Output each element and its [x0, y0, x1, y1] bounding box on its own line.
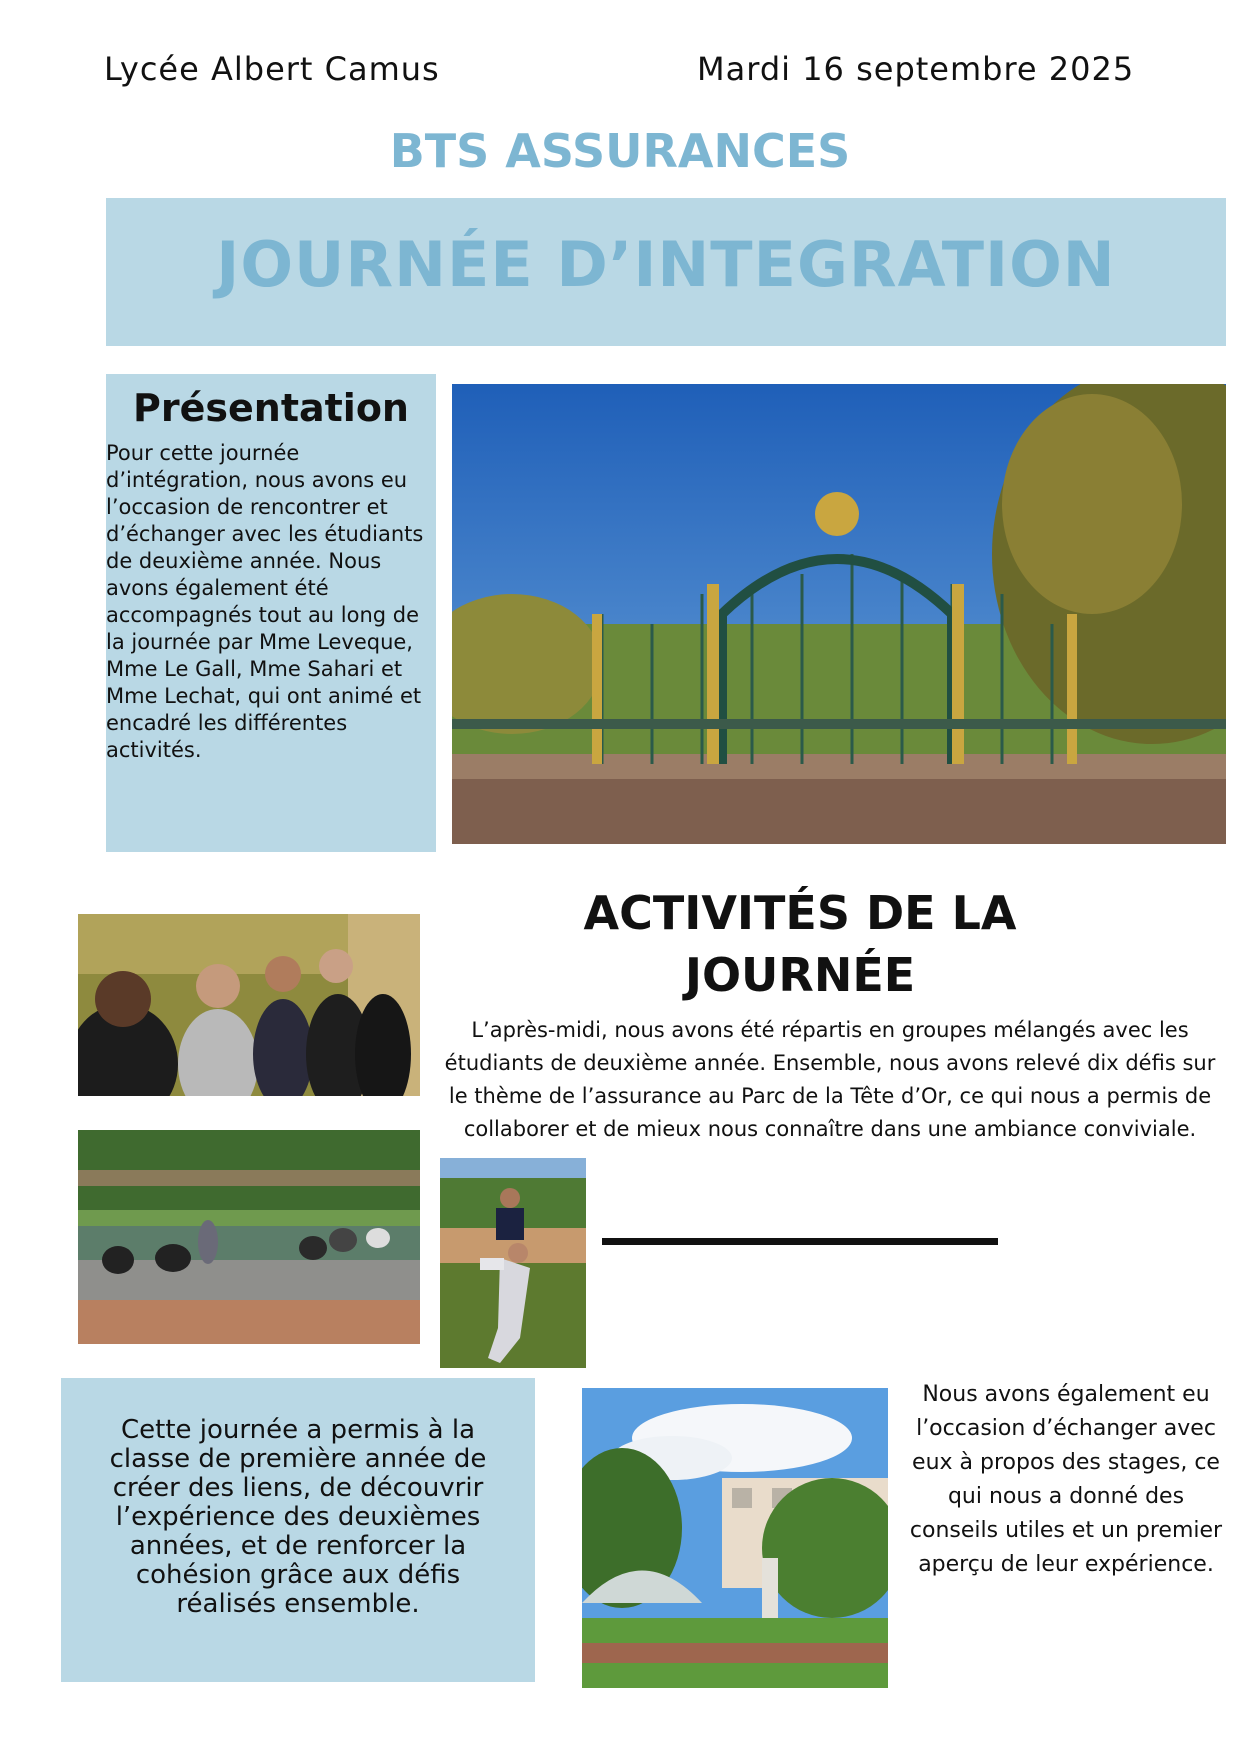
title-banner [106, 198, 1226, 346]
publication-date: Mardi 16 septembre 2025 [697, 50, 1135, 88]
page-title: JOURNÉE D’INTEGRATION [216, 228, 1116, 301]
activities-heading [500, 882, 1100, 1006]
park-greenhouse-photo [582, 1388, 888, 1688]
activities-text: L’après-midi, nous avons été répartis en groupes mélangés avec les étudiants de deuxième année. Ensemble, nous avons relevé dix défis sur le thème de l’assurance au Parc de la Tête d’Or, ce qui nous a permis de collaborer et de mieux nous connaître dans une ambiance conviviale. [444, 1018, 1216, 1141]
park-gate-photo [452, 384, 1226, 844]
presentation-text: Pour cette journée d’intégration, nous avons eu l’occasion de rencontrer et d’échanger avec les étudiants de deuxième année. Nous avons également été accompagnés tout au long de la journée par Mme Leveque, Mme Le Gall, Mme Sahari et Mme Lechat, qui ont animé et encadré les différentes activités. [106, 441, 424, 762]
stages-text: Nous avons également eu l’occasion d’échanger avec eux à propos des stages, ce qui nous a donné des conseils utiles et un premier aperçu de leur expérience. [909, 1382, 1223, 1577]
school-name: Lycée Albert Camus [104, 50, 440, 88]
group-selfie-photo [78, 914, 420, 1096]
conclusion-text: Cette journée a permis à la classe de première année de créer des liens, de découvrir l’expérience des deuxièmes années, et de renforcer la cohésion grâce aux défis réalisés ensemble. [109, 1415, 487, 1619]
conclusion-box [61, 1378, 535, 1682]
activities-heading-line2: JOURNÉE [684, 948, 916, 1002]
presentation-box [106, 374, 436, 852]
garden-pond-photo [78, 1130, 420, 1344]
section-divider [602, 1238, 998, 1245]
activities-heading-line1: ACTIVITÉS DE LA [583, 886, 1017, 940]
student-in-garden-photo [440, 1158, 586, 1368]
program-subtitle: BTS ASSURANCES [389, 124, 851, 178]
presentation-heading: Présentation [133, 386, 409, 430]
